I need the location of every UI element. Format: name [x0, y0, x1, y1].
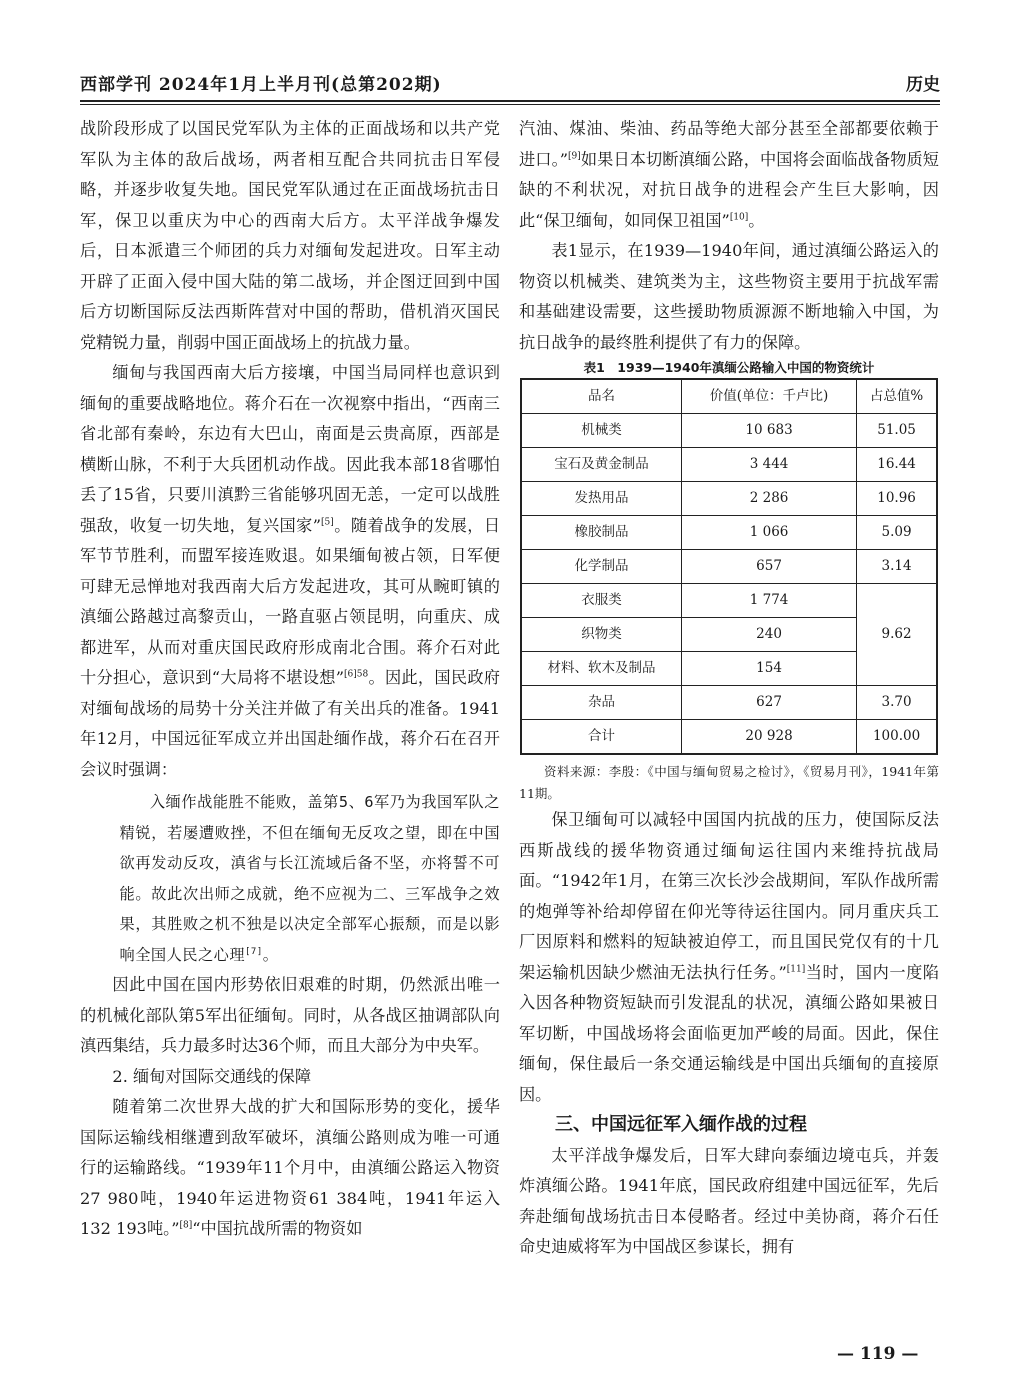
table-row [521, 584, 937, 618]
citation: [8] [179, 1220, 193, 1231]
cell-name: 橡胶制品 [521, 516, 681, 550]
subsection-heading: 2. 缅甸对国际交通线的保障 [112, 1066, 312, 1086]
cell-name: 合计 [521, 720, 681, 755]
block-quote [120, 787, 500, 970]
table-row [521, 482, 937, 516]
cell-name: 衣服类 [521, 584, 681, 618]
table-total-row [521, 720, 937, 755]
paragraph [80, 114, 500, 358]
table-row [521, 516, 937, 550]
paragraph-text: 保卫缅甸可以减轻中国国内抗战的压力，使国际反法西斯战线的援华物资通过缅甸运往国内来维持抗战局面。“1942年1月，在第三次长沙会战期间，军队作战所需的炮弹等补给却停留在仰光等待运往国内。同月重庆兵工厂因原料和燃料的短缺被迫停工，而且国民党仅有的十几架运输机因缺少燃油无法执行任务。” [519, 810, 939, 982]
citation: [9] [568, 151, 581, 162]
paragraph-text: 。因此，国民政府对缅甸战场的局势十分关注并做了有关出兵的准备。1941年12月，中国远征军成立并出国赴缅作战，蒋介石在召开会议时强调： [80, 668, 500, 779]
cell-pct: 10.96 [857, 482, 937, 516]
cell-value: 627 [681, 686, 856, 720]
paragraph-text: 汽油、煤油、柴油、药品等绝大部分甚至全部都要依赖于进口。” [519, 119, 939, 169]
paragraph-text: 表1显示，在1939—1940年间，通过滇缅公路运入的物资以机械类、建筑类为主，这些物资主要用于抗战军需和基础建设需要，这些援助物质源源不断地输入中国，为抗日战争的最终胜利提供了有力的保障。 [519, 241, 939, 352]
cell-value: 2 286 [681, 482, 856, 516]
paragraph-text: 因此中国在国内形势依旧艰难的时期，仍然派出唯一的机械化部队第5军出征缅甸。同时，从各战区抽调部队向滇西集结，兵力最多时达36个师，而且大部分为中央军。 [80, 975, 500, 1055]
citation: [10] [729, 212, 749, 223]
cell-name: 宝石及黄金制品 [521, 448, 681, 482]
cell-value: 3 444 [681, 448, 856, 482]
table-caption: 表1 1939—1940年滇缅公路输入中国的物资统计 [583, 360, 875, 375]
paragraph-text: 战阶段形成了以国民党军队为主体的正面战场和以共产党军队为主体的敌后战场，两者相互配合共同抗击日军侵略，并逐步收复失地。国民党军队通过在正面战场抗击日军，保卫以重庆为中心的西南大后方。太平洋战争爆发后，日本派遣三个师团的兵力对缅甸发起进攻。日军主动开辟了正面入侵中国大陆的第二战场，并企图迂回到中国后方切断国际反法西斯阵营对中国的帮助，借机消灭国民党精锐力量，削弱中国正面战场上的抗战力量。 [80, 119, 500, 352]
table-row [521, 448, 937, 482]
cell-value: 657 [681, 550, 856, 584]
cell-name: 化学制品 [521, 550, 681, 584]
cell-name: 材料、软木及制品 [521, 652, 681, 686]
table-row [521, 414, 937, 448]
cell-pct: 16.44 [857, 448, 937, 482]
cell-pct: 5.09 [857, 516, 937, 550]
quote-text: 。 [262, 945, 279, 964]
paragraph-text: 如果日本切断滇缅公路，中国将会面临战备物质短缺的不利状况，对抗日战争的进程会产生巨大影响，因此“保卫缅甸，如同保卫祖国” [519, 149, 939, 230]
citation: [6]58 [343, 669, 369, 680]
paragraph-text: 。随着战争的发展，日军节节胜利，而盟军接连败退。如果缅甸被占领，日军便可肆无忌惮地对我西南大后方发起进攻，其可从畹町镇的滇缅公路越过高黎贡山，一路直驱占领昆明，向重庆、成都进军，从而对重庆国民政府形成南北合围。蒋介石对此十分担心，意识到“大局将不堪设想” [80, 515, 501, 687]
cell-name: 杂品 [521, 686, 681, 720]
paragraph-text: 。 [748, 210, 765, 230]
quote-text: 入缅作战能胜不能败，盖第5、6军乃为我国军队之精锐，若屡遭败挫，不但在缅甸无反攻之望，即在中国欲再发动反攻，滇省与长江流域后备不坚，亦将誓不可能。故此次出师之成就，绝不应视为二、三军战争之效果，其胜败之机不独是以决定全部军心振颓，而是以影响全国人民之心理 [119, 793, 500, 964]
paragraph-text: 随着第二次世界大战的扩大和国际形势的变化，援华国际运输线相继遭到敌军破坏，滇缅公路则成为唯一可通行的运输路线。“1939年11个月中，由滇缅公路运入物资27 980吨，1940年运进物资61 384吨，1941年运入132 193吨。” [80, 1097, 500, 1238]
cell-pct: 100.00 [857, 720, 937, 755]
paragraph [519, 236, 939, 358]
cell-value: 10 683 [681, 414, 856, 448]
paragraph [80, 358, 500, 785]
paragraph-text: 缅甸与我国西南大后方接壤，中国当局同样也意识到缅甸的重要战略地位。蒋介石在一次视察中指出，“西南三省北部有秦岭，东边有大巴山，南面是云贵高原，西部是横断山脉，不利于大兵团机动作战。因此我本部18省哪怕丢了15省，只要川滇黔三省能够巩固无恙，一定可以战胜强敌，收复一切失地，复兴国家” [80, 363, 500, 535]
section-name: 历史 [906, 75, 940, 95]
paragraph [519, 805, 939, 1110]
cell-value: 1 774 [681, 584, 856, 618]
cell-pct: 3.70 [857, 686, 937, 720]
table-header-row [521, 379, 937, 414]
paragraph-text: “中国抗战所需的物资如 [192, 1219, 363, 1238]
table-row [521, 686, 937, 720]
cell-name: 发热用品 [521, 482, 681, 516]
table-row [521, 550, 937, 584]
column-header: 品名 [521, 379, 681, 414]
page-number: — 119 — [837, 1344, 919, 1364]
cell-value: 20 928 [681, 720, 856, 755]
header-rule [80, 100, 940, 102]
paragraph [519, 114, 939, 236]
right-column [519, 114, 939, 1263]
left-column [80, 114, 500, 1245]
column-header: 价值(单位：千卢比) [681, 379, 856, 414]
paragraph [519, 1141, 939, 1263]
header-rule-thin [80, 104, 940, 105]
citation: [7] [245, 946, 263, 957]
paragraph [80, 1092, 500, 1245]
column-header: 占总值% [857, 379, 937, 414]
citation: [11] [786, 964, 806, 975]
cell-value: 1 066 [681, 516, 856, 550]
journal-title: 西部学刊 2024年1月上半月刊(总第202期) [80, 75, 442, 95]
data-table [520, 378, 938, 755]
cell-value: 240 [681, 618, 856, 652]
paragraph-text: 太平洋战争爆发后，日军大肆向泰缅边境屯兵，并轰炸滇缅公路。1941年底，国民政府组建中国远征军，先后奔赴缅甸战场抗击日本侵略者。经过中美协商，蒋介石任命史迪威将军为中国战区参谋长，拥有 [519, 1145, 939, 1256]
cell-name: 织物类 [521, 618, 681, 652]
cell-pct: 51.05 [857, 414, 937, 448]
page-header [80, 66, 940, 96]
paragraph [80, 970, 500, 1062]
table-source-note: 资料来源：李殷：《中国与缅甸贸易之检讨》，《贸易月刊》，1941年第11期。 [519, 764, 939, 801]
cell-pct-merged: 9.62 [857, 584, 937, 686]
paragraph-text: 当时，国内一度陷入因各种物资短缺而引发混乱的状况，滇缅公路如果被日军切断，中国战场将会面临更加严峻的局面。因此，保住缅甸，保住最后一条交通运输线是中国出兵缅甸的直接原因。 [519, 962, 939, 1104]
citation: [5] [321, 517, 334, 528]
section-heading: 三、中国远征军入缅作战的过程 [555, 1114, 807, 1135]
cell-name: 机械类 [521, 414, 681, 448]
cell-value: 154 [681, 652, 856, 686]
cell-pct: 3.14 [857, 550, 937, 584]
